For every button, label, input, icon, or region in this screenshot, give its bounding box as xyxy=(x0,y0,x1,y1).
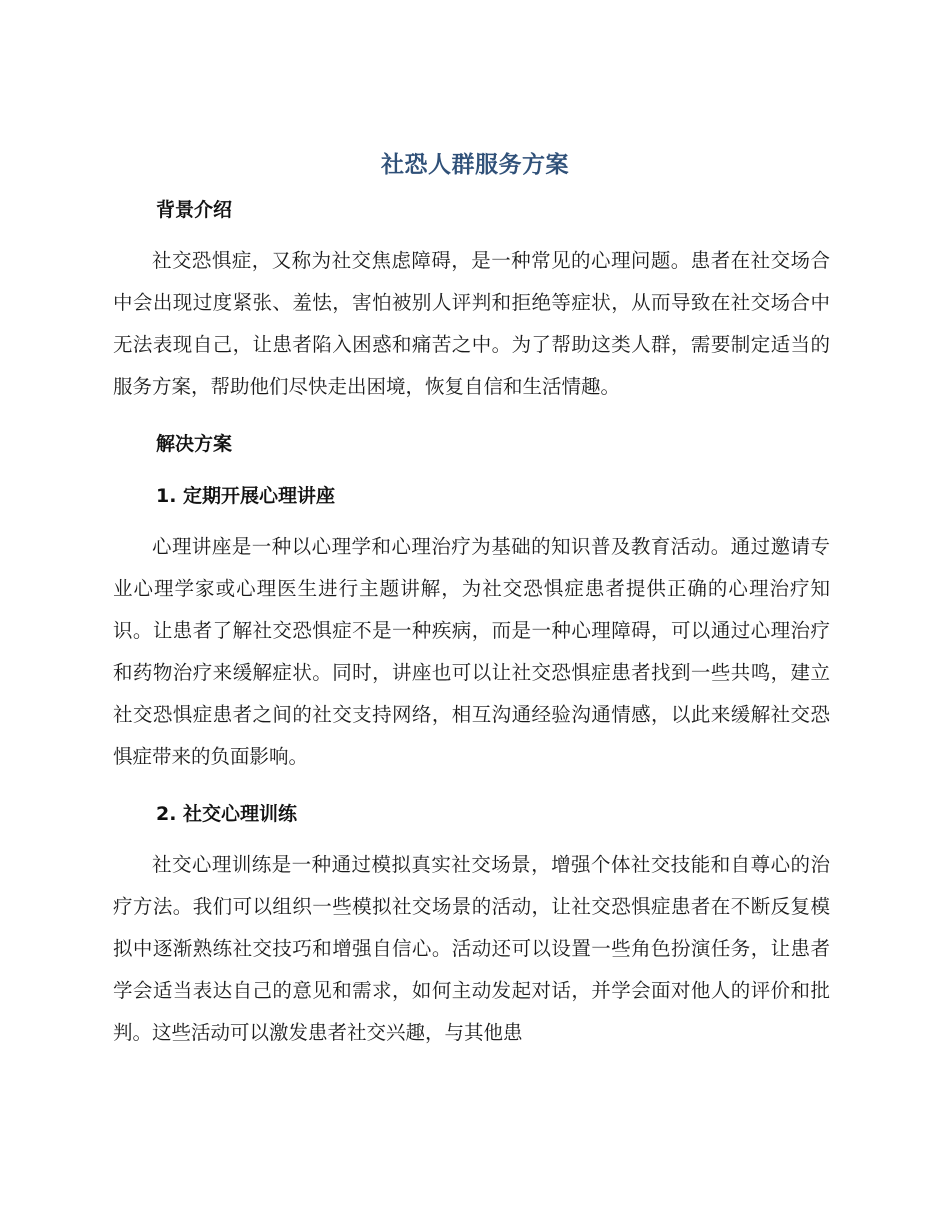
section-heading-lecture: 1. 定期开展心理讲座 xyxy=(156,485,336,507)
paragraph-background: 社交恐惧症，又称为社交焦虑障碍，是一种常见的心理问题。患者在社交场合中会出现过度紧张、羞怯，害怕被别人评判和拒绝等症状，从而导致在社交场合中无法表现自己，让患者陷入困惑和痛苦之中。为了帮助这类人群，需要制定适当的服务方案，帮助他们尽快走出困境，恢复自信和生活情趣。 xyxy=(113,249,830,398)
section-heading-training: 2. 社交心理训练 xyxy=(156,803,298,825)
section-heading-background: 背景介绍 xyxy=(156,199,233,221)
paragraph-training: 社交心理训练是一种通过模拟真实社交场景，增强个体社交技能和自尊心的治疗方法。我们可以组织一些模拟社交场景的活动，让社交恐惧症患者在不断反复模拟中逐渐熟练社交技巧和增强自信心。活动还可以设置一些角色扮演任务，让患者学会适当表达自己的意见和需求，如何主动发起对话，并学会面对他人的评价和批判。这些活动可以激发患者社交兴趣，与其他患 xyxy=(113,853,830,1044)
document-body xyxy=(113,190,830,1054)
document-title: 社恐人群服务方案 xyxy=(381,152,569,178)
section-heading-solution: 解决方案 xyxy=(156,433,233,455)
paragraph-lecture: 心理讲座是一种以心理学和心理治疗为基础的知识普及教育活动。通过邀请专业心理学家或心理医生进行主题讲解，为社交恐惧症患者提供正确的心理治疗知识。让患者了解社交恐惧症不是一种疾病，而是一种心理障碍，可以通过心理治疗和药物治疗来缓解症状。同时，讲座也可以让社交恐惧症患者找到一些共鸣，建立社交恐惧症患者之间的社交支持网络，相互沟通经验沟通情感，以此来缓解社交恐惧症带来的负面影响。 xyxy=(113,535,830,768)
